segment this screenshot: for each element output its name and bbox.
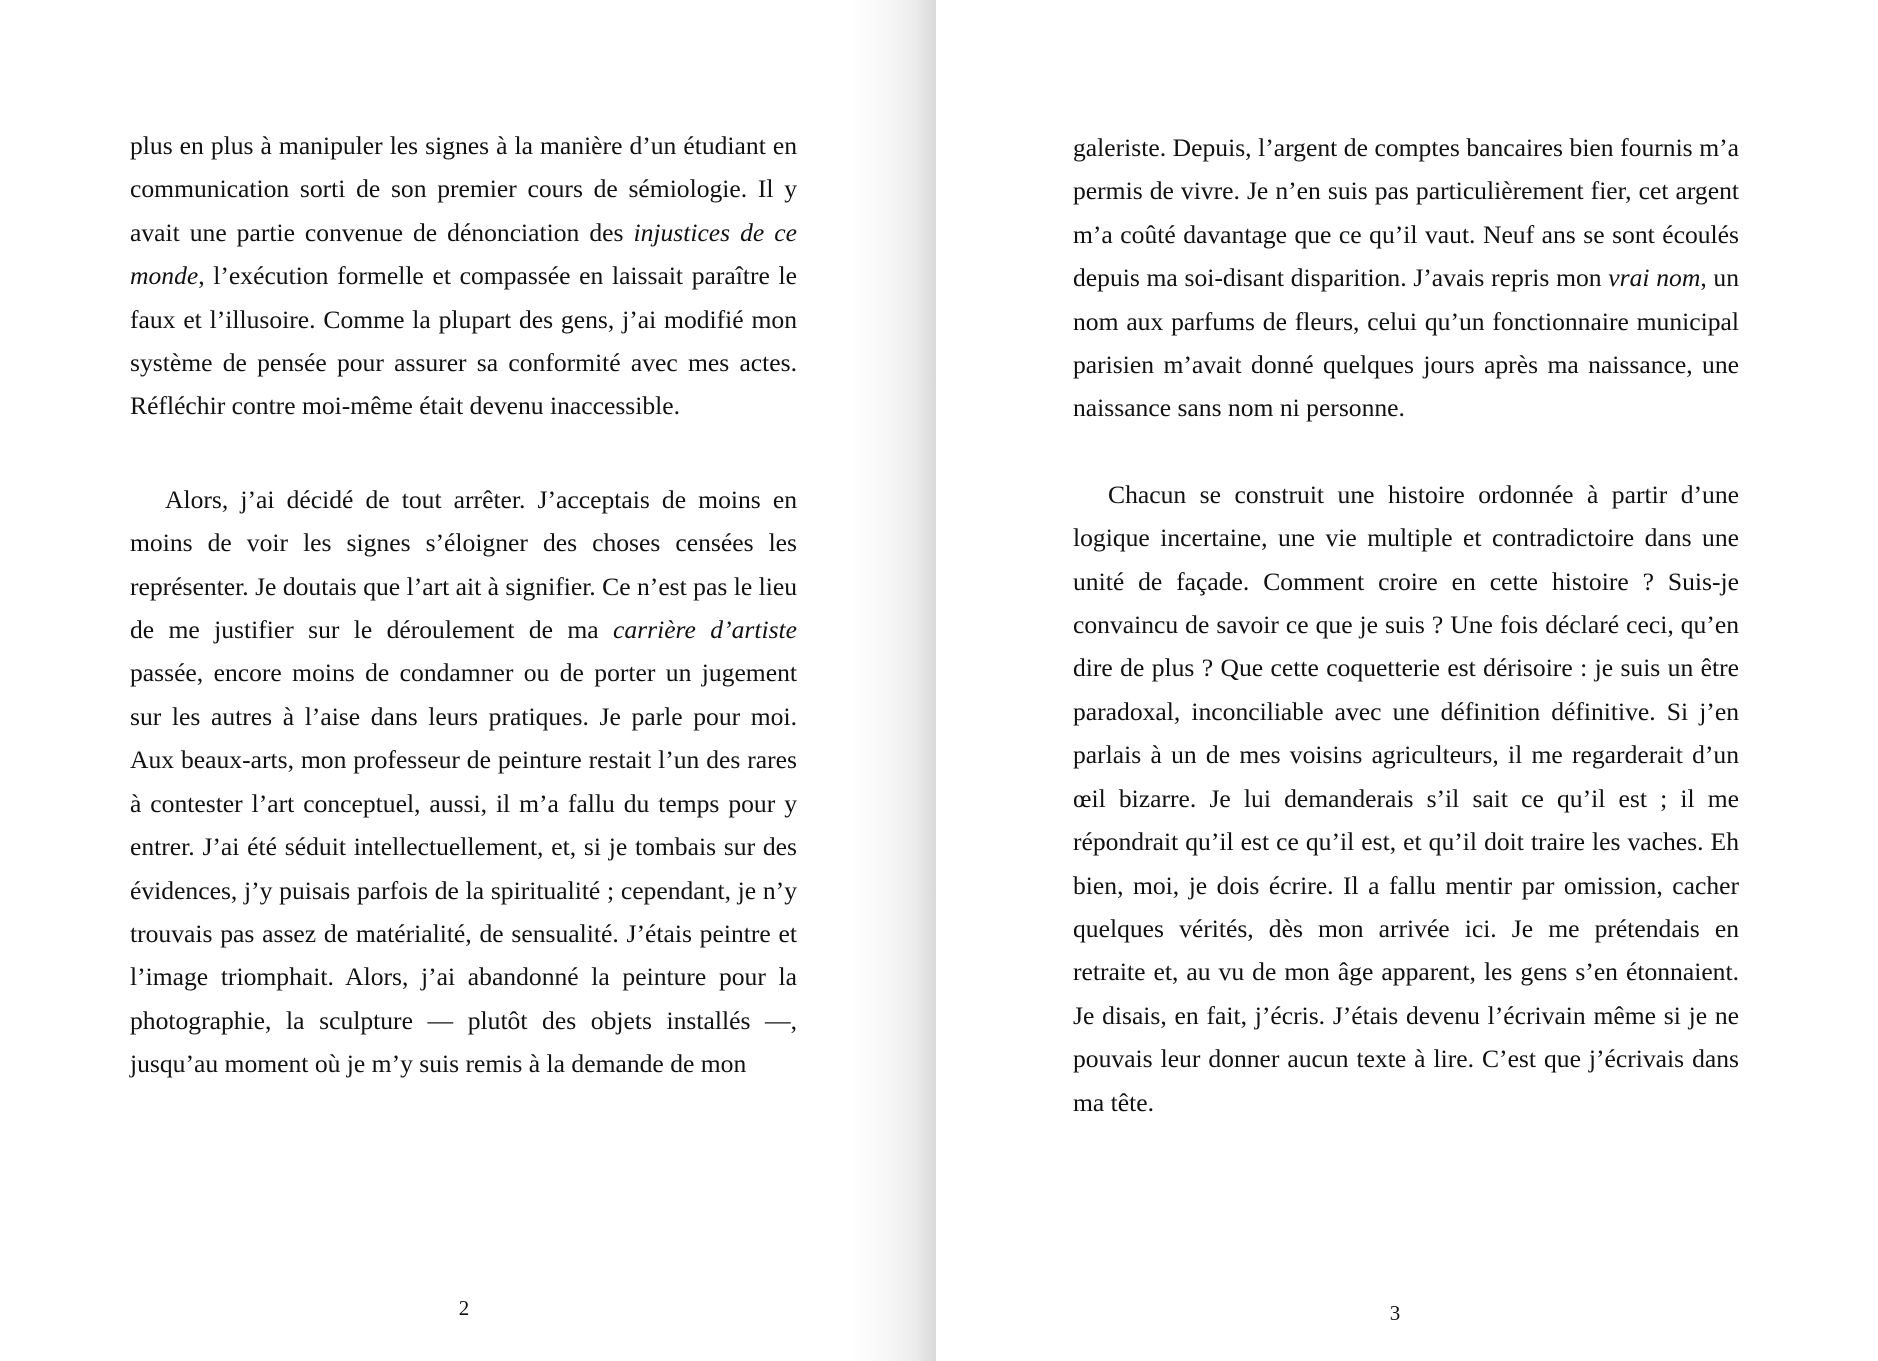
text-segment: passée, encore moins de condamner ou de porter un jugement sur les autres à l’aise dans leurs pratiques. Je parle pour moi. Aux beaux-arts, mon professeur de peinture restait l’un des rares à contester l’art conceptuel, aussi, il m’a fallu du temps pour y entrer. J’ai été séduit intellectuellement, et, si je tombais sur des évidences, j’y puisais parfois de la spiritualité ; cependant, je n’y trouvais pas assez de matérialité, de sensualité. J’étais peintre et l’image triomphait. Alors, j’ai abandonné la peinture pour la photographie, la sculpture — plutôt des objets installés —, jusqu’au moment où je m’y suis remis à la demande de mon	[130, 658, 797, 1079]
right-page	[936, 0, 1878, 1361]
paragraph	[130, 124, 797, 428]
text-segment: Chacun se construit une histoire ordonnée à partir d’une logique incertaine, une vie multiple et contradictoire dans une unité de façade. Comment croire en cette histoire ? Suis-je convaincu de savoir ce que je suis ? Une fois déclaré ceci, qu’en dire de plus ? Que cette coquetterie est dérisoire : je suis un être paradoxal, inconciliable avec une définition définitive. Si j’en parlais à un de mes voisins agriculteurs, il me regarderait d’un œil bizarre. Je lui demanderais s’il sait ce qu’il est ; il me répondrait qu’il est ce qu’il est, et qu’il doit traire les vaches. Eh bien, moi, je dois écrire. Il a fallu mentir par omission, cacher quelques vérités, dès mon arrivée ici. Je me prétendais en retraite et, au vu de mon âge apparent, les gens s’en étonnaient. Je disais, en fait, j’écris. J’étais devenu l’écrivain même si je ne pouvais leur donner aucun texte à lire. C’est que j’écrivais dans ma tête.	[1073, 479, 1739, 1117]
italic-segment: injustices de ce monde	[130, 217, 797, 291]
paragraph	[1073, 126, 1739, 430]
text-segment: plus en plus à manipuler les signes à la manière d’un étudiant en communication sorti de son premier cours de sémiologie. Il y avait une partie convenue de dénonciation des	[130, 131, 797, 247]
text-segment: , un nom aux parfums de fleurs, celui qu’un fonctionnaire municipal parisien m’avait donné quelques jours après ma naissance, une naissance sans nom ni personne.	[1073, 263, 1740, 423]
paragraph	[1073, 473, 1739, 1124]
text-segment: , l’exécution formelle et compassée en laissait paraître le faux et l’illusoire. Comme la plupart des gens, j’ai modifié mon système de pensée pour assurer sa conformité avec mes actes. Réfléchir contre moi-même était devenu inaccessible.	[130, 261, 797, 421]
text-segment: Alors, j’ai décidé de tout arrêter. J’acceptais de moins en moins de voir les signes s’éloigner des choses censées les représenter. Je doutais que l’art ait à signifier. Ce n’est pas le lieu de me justifier sur le déroulement de ma	[130, 484, 797, 645]
left-page-text	[130, 124, 797, 1086]
italic-segment: vrai nom	[1608, 263, 1701, 293]
right-page-text	[1073, 126, 1739, 1124]
page-number: 2	[458, 1296, 470, 1320]
italic-segment: carrière d’artiste	[613, 615, 798, 645]
page-number: 3	[1389, 1301, 1401, 1325]
left-page	[0, 0, 936, 1361]
text-segment: galeriste. Depuis, l’argent de comptes bancaires bien fournis m’a permis de vivre. Je n’en suis pas particulièrement fier, cet argent m’a coûté davantage que ce qu’il vaut. Neuf ans se sont écoulés depuis ma soi-disant disparition. J’avais repris mon	[1073, 133, 1739, 293]
paragraph	[130, 478, 797, 1086]
